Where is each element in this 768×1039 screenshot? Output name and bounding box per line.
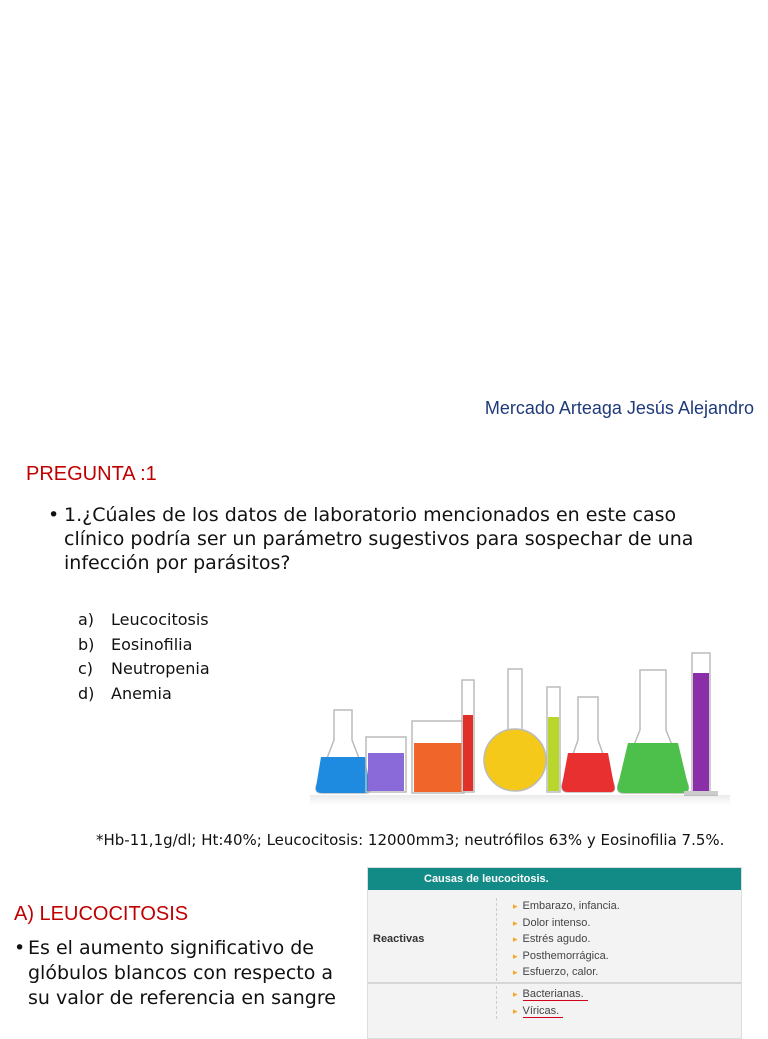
option-d: d) Anemia [78,683,172,703]
table-row [368,890,741,983]
list-item: ▸ Víricas. [513,1003,584,1020]
bullet-icon: • [48,504,60,526]
list-item: ▸ Dolor intenso. [513,915,620,932]
list-item: ▸ Posthemorrágica. [513,948,620,965]
row-items [496,986,584,1019]
lab-results-note: *Hb-11,1g/dl; Ht:40%; Leucocitosis: 12000mm3; neutrófilos 63% y Eosinofilia 7.5%. [96,831,725,849]
list-item: ▸ Esfuerzo, calor. [513,964,620,981]
list-item: ▸ Bacterianas. [513,986,584,1003]
question-text [48,503,738,575]
answer-body: Es el aumento significativo de glóbulos blancos con respecto a su valor de referencia en sangre [28,937,336,1009]
question-body: 1.¿Cúales de los datos de laboratorio mencionados en este caso clínico podría ser un parámetro sugestivos para sospechar de una infección por parásitos? [64,504,694,574]
answer-title: A) LEUCOCITOSIS [14,903,189,925]
list-item: ▸ Embarazo, infancia. [513,898,620,915]
lab-glassware-image [310,645,730,805]
option-c: c) Neutropenia [78,659,210,678]
list-item: ▸ Estrés agudo. [513,931,620,948]
option-a: a) Leucocitosis [78,610,209,629]
bullet-icon: • [14,937,26,959]
row-label: Reactivas [373,933,425,945]
question-title: PREGUNTA :1 [26,463,157,485]
table-header: Causas de leucocitosis. [368,868,741,890]
leukocytosis-causes-table [367,867,742,1039]
option-b: b) Eosinofilia [78,634,193,654]
author-name: Mercado Arteaga Jesús Alejandro [484,398,754,418]
answer-options [78,608,210,706]
row-items [496,898,620,981]
table-row [368,983,741,1017]
answer-text [14,936,359,1011]
